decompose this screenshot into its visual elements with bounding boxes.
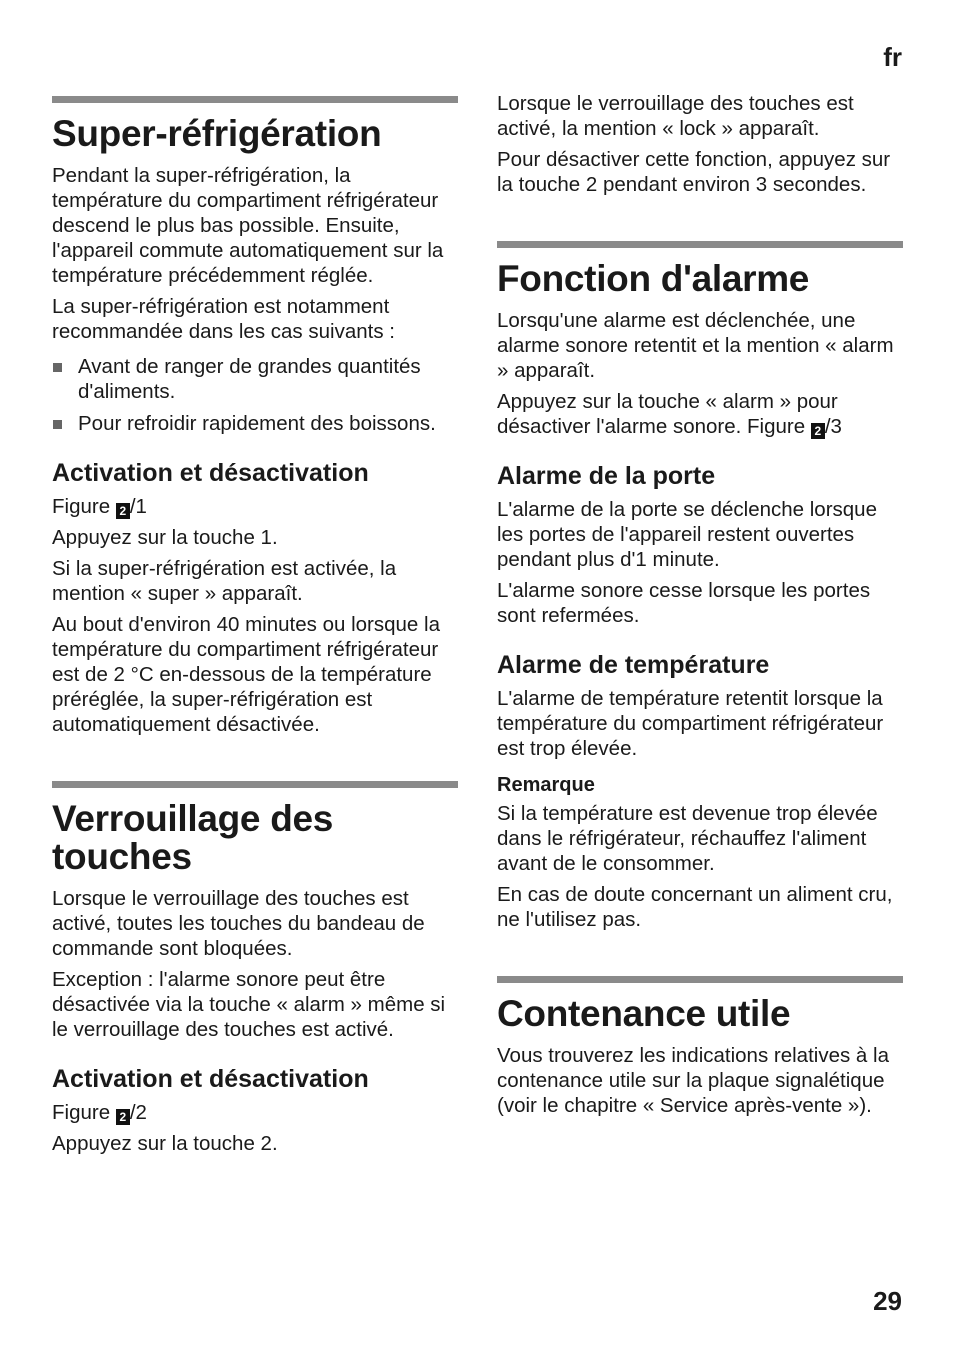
figure-number-badge: 2	[116, 1109, 130, 1125]
list-item	[52, 354, 458, 404]
section-key-lock-continued	[497, 91, 903, 197]
section-alarm	[497, 241, 903, 932]
paragraph: Pour désactiver cette fonction, appuyez sur la touche 2 pendant environ 3 secondes.	[497, 148, 891, 196]
figure-reference	[52, 1100, 458, 1125]
section-capacity	[497, 976, 903, 1118]
paragraph	[497, 389, 903, 439]
section-rule	[52, 781, 458, 788]
section-rule	[497, 976, 903, 983]
section-super-refrigeration	[52, 96, 458, 737]
section-title: Super-réfrigération	[52, 113, 382, 154]
paragraph: Si la température est devenue trop élevée dans le réfrigérateur, réchauffez l'aliment avant de le consommer.	[497, 802, 878, 875]
paragraph: Appuyez sur la touche 2.	[52, 1132, 278, 1155]
section-rule	[52, 96, 458, 103]
paragraph: L'alarme sonore cesse lorsque les portes sont refermées.	[497, 579, 871, 627]
language-label: fr	[883, 42, 902, 72]
paragraph: Pendant la super-réfrigération, la température du compartiment réfrigérateur descend le plus bas possible. Ensuite, l'appareil commute automatiquement sur la température précédemment réglée.	[52, 164, 444, 287]
paragraph: Au bout d'environ 40 minutes ou lorsque la température du compartiment réfrigérateur est de 2 °C en-dessous de la température préréglée, la super-réfrigération est automatiquement désactivée.	[52, 613, 440, 736]
square-bullet-icon	[53, 363, 62, 372]
list-item-text: Pour refroidir rapidement des boissons.	[78, 412, 436, 435]
figure-suffix: /1	[129, 495, 147, 518]
paragraph: Lorsque le verrouillage des touches est activé, la mention « lock » apparaît.	[497, 92, 854, 140]
section-rule	[497, 241, 903, 248]
paragraph: Appuyez sur la touche 1.	[52, 526, 278, 549]
figure-suffix: /3	[824, 415, 842, 438]
subsection-title: Activation et désactivation	[52, 459, 369, 487]
figure-reference	[52, 494, 458, 519]
list-item	[52, 411, 458, 436]
right-column	[497, 91, 903, 1124]
note-title: Remarque	[497, 774, 595, 796]
figure-number-badge: 2	[116, 503, 130, 519]
paragraph: Lorsqu'une alarme est déclenchée, une alarme sonore retentit et la mention « alarm » apparaît.	[497, 309, 894, 382]
paragraph: Si la super-réfrigération est activée, la mention « super » apparaît.	[52, 557, 397, 605]
paragraph: L'alarme de température retentit lorsque la température du compartiment réfrigérateur est trop élevée.	[497, 687, 884, 760]
paragraph: En cas de doute concernant un aliment cru, ne l'utilisez pas.	[497, 883, 893, 931]
square-bullet-icon	[53, 420, 62, 429]
paragraph-text: Appuyez sur la touche « alarm » pour désactiver l'alarme sonore. Figure	[497, 390, 838, 438]
figure-number-badge: 2	[811, 423, 825, 439]
figure-suffix: /2	[129, 1101, 147, 1124]
subsection-title: Alarme de température	[497, 651, 770, 679]
page-number: 29	[873, 1286, 902, 1316]
section-title: Verrouillage des touches	[52, 798, 334, 877]
paragraph: L'alarme de la porte se déclenche lorsque les portes de l'appareil restent ouvertes pendant plus d'1 minute.	[497, 498, 877, 571]
list-item-text: Avant de ranger de grandes quantités d'aliments.	[78, 355, 421, 403]
section-title: Fonction d'alarme	[497, 258, 810, 299]
paragraph: Vous trouverez les indications relatives à la contenance utile sur la plaque signalétique (voir le chapitre « Service après-vente »).	[497, 1044, 889, 1117]
left-column	[52, 96, 458, 1162]
paragraph: Exception : l'alarme sonore peut être désactivée via la touche « alarm » même si le verrouillage des touches est activé.	[52, 968, 446, 1041]
subsection-title: Activation et désactivation	[52, 1065, 369, 1093]
bullet-list	[52, 354, 458, 436]
subsection-title: Alarme de la porte	[497, 462, 716, 490]
paragraph: La super-réfrigération est notamment recommandée dans les cas suivants :	[52, 295, 395, 343]
paragraph: Lorsque le verrouillage des touches est activé, toutes les touches du bandeau de commande sont bloquées.	[52, 887, 425, 960]
figure-prefix: Figure	[52, 1101, 116, 1124]
figure-prefix: Figure	[52, 495, 116, 518]
section-key-lock	[52, 781, 458, 1156]
section-title: Contenance utile	[497, 993, 791, 1034]
